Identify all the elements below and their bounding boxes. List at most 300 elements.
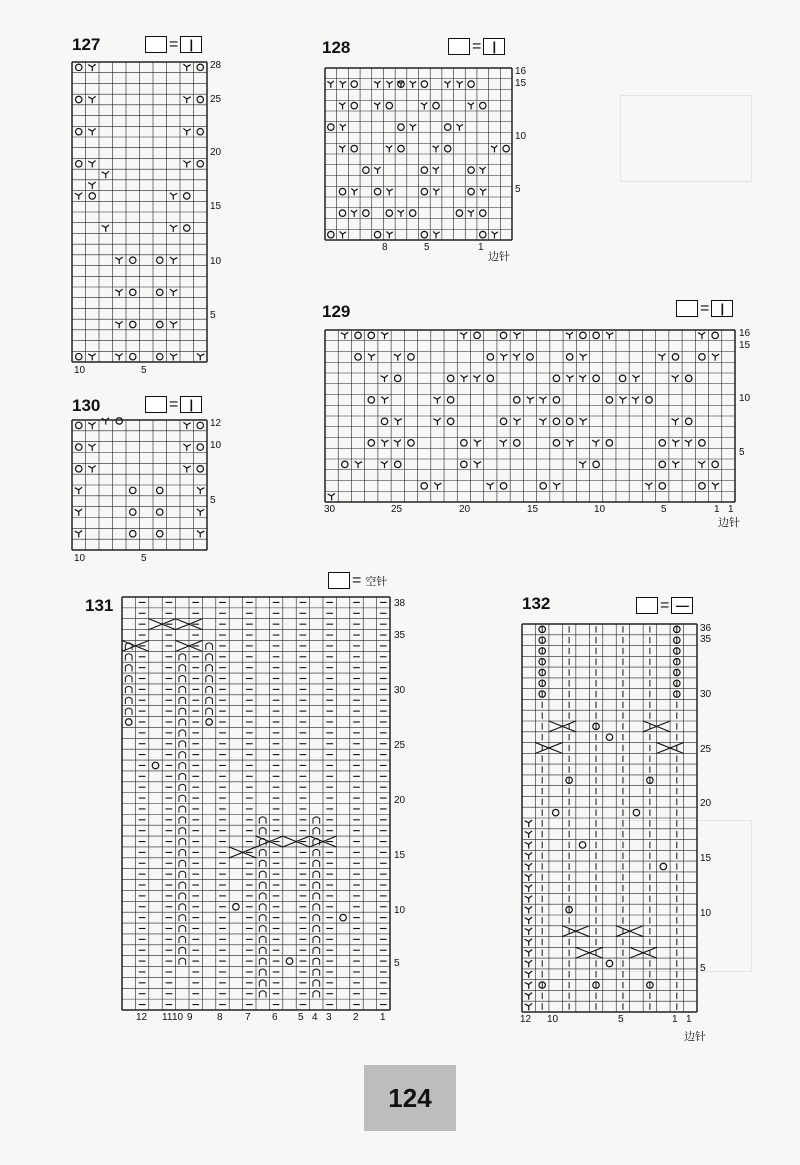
chart-131-col-label: 10 (172, 1012, 184, 1023)
chart-131-title: 131 (85, 596, 114, 615)
twist-stitch-icon (206, 686, 213, 693)
yarn-over-icon (659, 461, 665, 467)
twist-stitch-icon (179, 784, 186, 791)
decrease-icon (340, 81, 346, 88)
decrease-icon (672, 461, 679, 468)
decrease-icon (381, 440, 388, 447)
twist-stitch-icon (313, 904, 320, 911)
chart-132-edge-label: 边针 (684, 1031, 706, 1043)
yarn-over-icon (468, 188, 474, 194)
twist-stitch-icon (259, 936, 266, 943)
yarn-over-icon (157, 353, 163, 359)
decrease-icon (170, 353, 177, 360)
chart-129-row-label: 16 (739, 328, 751, 339)
decrease-icon (525, 960, 532, 967)
decrease-icon (712, 483, 719, 490)
chart-129-edge-label: 边针 (718, 517, 740, 529)
decrease-icon (492, 231, 498, 238)
chart-131-col-label: 5 (298, 1012, 304, 1023)
yarn-over-icon (408, 440, 414, 446)
yarn-over-icon (76, 128, 82, 134)
yarn-over-icon (339, 188, 345, 194)
twist-stitch-icon (179, 708, 186, 715)
chart-131-row-label: 20 (394, 795, 406, 806)
yarn-over-icon (339, 210, 345, 216)
yarn-over-icon (125, 719, 132, 726)
yarn-over-icon (553, 375, 559, 381)
decrease-icon (75, 531, 82, 538)
chart-131-col-label: 4 (312, 1012, 318, 1023)
decrease-icon (460, 332, 467, 339)
yarn-over-icon (197, 128, 203, 134)
yarn-over-icon (480, 102, 486, 108)
yarn-over-icon (76, 96, 82, 102)
twist-stitch-icon (313, 925, 320, 932)
decrease-icon (381, 397, 388, 404)
yarn-over-icon (152, 762, 159, 769)
twist-stitch-icon (259, 947, 266, 954)
yarn-over-icon (76, 353, 82, 359)
yarn-over-icon (487, 375, 493, 381)
decrease-icon (327, 81, 333, 88)
yarn-over-icon (659, 440, 665, 446)
decrease-icon (183, 96, 190, 103)
chart-131-col-label: 1 (380, 1012, 386, 1023)
twist-stitch-icon (259, 925, 266, 932)
chart-128-legend: = | (448, 38, 505, 55)
decrease-icon (75, 509, 82, 516)
yarn-over-icon (374, 188, 380, 194)
yarn-over-icon (461, 440, 467, 446)
yarn-over-icon (685, 375, 691, 381)
yarn-over-icon (444, 145, 450, 151)
decrease-icon (341, 332, 348, 339)
yarn-over-icon (157, 509, 164, 515)
decrease-icon (525, 906, 532, 913)
twist-stitch-icon (259, 817, 266, 824)
chart-129-col-label: 10 (594, 504, 606, 515)
yarn-over-icon (421, 483, 427, 489)
decrease-icon (339, 102, 345, 109)
twist-stitch-icon (179, 947, 186, 954)
yarn-over-icon (398, 124, 404, 130)
chart-131-col-label: 9 (187, 1012, 193, 1023)
decrease-icon (658, 354, 665, 361)
twist-stitch-icon (313, 860, 320, 867)
decrease-icon (381, 375, 388, 382)
yarn-over-icon (351, 102, 357, 108)
chart-127-title: 127 (72, 35, 101, 54)
decrease-icon (698, 461, 705, 468)
legend-blank-box (328, 572, 350, 589)
decrease-icon (513, 418, 520, 425)
decrease-icon (183, 466, 190, 473)
decrease-icon (525, 982, 532, 989)
decrease-icon (115, 257, 122, 264)
twist-stitch-icon (179, 839, 186, 846)
decrease-icon (444, 81, 450, 88)
chart-132-row-label: 35 (700, 634, 712, 645)
twist-stitch-icon (179, 676, 186, 683)
chart-129-col-label: 20 (459, 504, 471, 515)
decrease-icon (461, 375, 468, 382)
twist-stitch-icon (206, 654, 213, 661)
decrease-icon (197, 509, 204, 516)
yarn-over-icon (130, 353, 136, 359)
yarn-over-icon (468, 167, 474, 173)
yarn-over-icon (646, 397, 652, 403)
chart-131-row-label: 30 (394, 685, 406, 696)
decrease-icon (351, 210, 357, 217)
chart-127-row-label: 5 (210, 310, 216, 321)
decrease-icon (553, 483, 560, 490)
decrease-icon (197, 487, 204, 494)
decrease-icon (579, 461, 586, 468)
legend-purl-symbol: — (671, 597, 693, 614)
yarn-over-icon (540, 483, 546, 489)
decrease-icon (473, 375, 480, 382)
decrease-icon (513, 354, 520, 361)
decrease-icon (619, 397, 626, 404)
chart-128-grid (325, 68, 512, 240)
decrease-icon (468, 102, 474, 109)
yarn-over-icon (699, 483, 705, 489)
yarn-over-icon (593, 375, 599, 381)
chart-130-col-label: 10 (74, 553, 86, 564)
chart-127-col-label: 10 (74, 365, 86, 376)
twist-stitch-icon (179, 665, 186, 672)
chart-131-row-label: 5 (394, 958, 400, 969)
chart-132-row-label: 20 (700, 798, 712, 809)
decrease-icon (672, 440, 679, 447)
decrease-icon (386, 145, 392, 152)
yarn-over-icon (699, 440, 705, 446)
yarn-over-icon (593, 461, 599, 467)
decrease-icon (633, 375, 640, 382)
decrease-icon (468, 210, 474, 217)
twist-stitch-icon (313, 991, 320, 998)
twist-stitch-icon (125, 708, 132, 715)
twist-stitch-icon (259, 849, 266, 856)
decrease-icon (88, 182, 95, 189)
chart-132-col-label: 1 (672, 1014, 678, 1025)
chart-132-col-label: 5 (618, 1014, 624, 1025)
twist-stitch-icon (179, 936, 186, 943)
twist-stitch-icon (206, 676, 213, 683)
yarn-over-icon (386, 102, 392, 108)
decrease-icon (474, 461, 481, 468)
chart-132-grid (522, 624, 697, 1012)
chart-132-title: 132 (522, 594, 551, 613)
chart-128-col-label: 8 (382, 242, 388, 253)
yarn-over-icon (157, 531, 164, 538)
decrease-icon (170, 225, 177, 232)
yarn-over-icon (468, 81, 474, 87)
chart-129-row-label: 5 (739, 447, 745, 458)
ghost-grid (620, 95, 752, 182)
yarn-over-icon (447, 397, 453, 403)
decrease-icon (340, 231, 346, 238)
chart-128-row-label: 5 (515, 184, 521, 195)
yarn-over-icon (421, 81, 427, 87)
yarn-over-icon (480, 210, 486, 216)
decrease-icon (397, 210, 403, 217)
yarn-over-icon (368, 440, 374, 446)
chart-131-col-label: 11 (162, 1012, 173, 1023)
yarn-over-icon (487, 354, 493, 360)
yarn-over-icon (355, 354, 361, 360)
decrease-icon (580, 418, 587, 425)
twist-stitch-icon (179, 697, 186, 704)
chart-129-col-label: 25 (391, 504, 403, 515)
yarn-over-icon (553, 418, 559, 424)
page-number: 124 (364, 1065, 456, 1131)
decrease-icon (525, 928, 532, 935)
twist-stitch-icon (313, 969, 320, 976)
decrease-icon (183, 444, 190, 451)
chart-131-col-label: 12 (136, 1012, 148, 1023)
decrease-icon (606, 332, 613, 339)
chart-132-row-label: 36 (700, 623, 712, 634)
yarn-over-icon (606, 397, 612, 403)
legend-knit-symbol: | (180, 36, 202, 53)
chart-131-row-label: 10 (394, 905, 406, 916)
decrease-icon (525, 885, 532, 892)
twist-stitch-icon (179, 860, 186, 867)
yarn-over-icon (447, 375, 453, 381)
yarn-over-icon (593, 332, 599, 338)
decrease-icon (525, 831, 532, 838)
yarn-over-icon (421, 188, 427, 194)
decrease-icon (170, 257, 177, 264)
chart-129-title: 129 (322, 302, 351, 321)
yarn-over-icon (474, 332, 480, 338)
chart-132-col-label: 1 (686, 1014, 692, 1025)
twist-stitch-icon (313, 882, 320, 889)
decrease-icon (456, 124, 462, 131)
decrease-icon (386, 81, 392, 88)
yarn-over-icon (197, 64, 203, 70)
chart-128-edge-label: 边针 (488, 251, 510, 263)
chart-129-row-label: 10 (739, 393, 751, 404)
decrease-icon (672, 375, 679, 382)
yarn-over-icon (606, 960, 612, 966)
twist-stitch-icon (313, 958, 320, 965)
yarn-over-icon (421, 167, 427, 173)
yarn-over-icon (130, 487, 137, 494)
decrease-icon (433, 231, 439, 238)
decrease-icon (381, 461, 388, 468)
legend-blank-box (145, 36, 167, 53)
decrease-icon (88, 466, 95, 473)
twist-stitch-icon (259, 860, 266, 867)
yarn-over-icon (566, 354, 572, 360)
chart-130-row-label: 12 (210, 418, 222, 429)
chart-131-row-label: 15 (394, 850, 406, 861)
decrease-icon (580, 354, 587, 361)
chart-129-col-label: 5 (661, 504, 667, 515)
twist-stitch-icon (179, 773, 186, 780)
decrease-icon (645, 483, 652, 490)
yarn-over-icon (579, 842, 585, 848)
yarn-over-icon (606, 734, 612, 740)
twist-stitch-icon (179, 654, 186, 661)
decrease-icon (374, 102, 380, 109)
yarn-over-icon (197, 96, 203, 102)
decrease-icon (183, 128, 190, 135)
twist-stitch-icon (125, 665, 132, 672)
yarn-over-icon (76, 444, 83, 451)
yarn-over-icon (340, 914, 347, 921)
twist-stitch-icon (179, 828, 186, 835)
decrease-icon (480, 188, 486, 195)
decrease-icon (434, 483, 441, 490)
decrease-icon (410, 124, 416, 131)
yarn-over-icon (514, 397, 520, 403)
yarn-over-icon (363, 210, 369, 216)
yarn-over-icon (606, 440, 612, 446)
decrease-icon (525, 852, 532, 859)
yarn-over-icon (233, 903, 240, 910)
yarn-over-icon (659, 483, 665, 489)
decrease-icon (170, 193, 177, 200)
yarn-over-icon (421, 231, 427, 237)
chart-132-row-label: 10 (700, 908, 712, 919)
yarn-over-icon (130, 289, 136, 295)
legend-knit-symbol: | (483, 38, 505, 55)
yarn-over-icon (444, 124, 450, 130)
decrease-icon (381, 332, 388, 339)
yarn-over-icon (351, 81, 357, 87)
twist-stitch-icon (179, 871, 186, 878)
decrease-icon (102, 171, 109, 178)
decrease-icon (456, 81, 462, 88)
yarn-over-icon (500, 483, 506, 489)
chart-128-row-label: 15 (515, 78, 527, 89)
decrease-icon (374, 167, 380, 174)
decrease-icon (527, 397, 534, 404)
decrease-icon (539, 418, 546, 425)
decrease-icon (410, 81, 416, 88)
twist-stitch-icon (125, 686, 132, 693)
decrease-icon (386, 231, 392, 238)
decrease-icon (340, 124, 346, 131)
chart-129-row-label: 15 (739, 340, 751, 351)
chart-129-col-label: 1 (728, 504, 734, 515)
twist-stitch-icon (179, 925, 186, 932)
decrease-icon (102, 225, 109, 232)
legend-blank-box (676, 300, 698, 317)
twist-stitch-icon (259, 980, 266, 987)
decrease-icon (525, 1003, 532, 1010)
decrease-icon (698, 332, 705, 339)
decrease-icon (632, 397, 639, 404)
chart-131-legend: = 空针 (328, 572, 387, 589)
chart-130-col-label: 5 (141, 553, 147, 564)
decrease-icon (88, 64, 95, 71)
yarn-over-icon (480, 231, 486, 237)
decrease-icon (592, 440, 599, 447)
yarn-over-icon (184, 225, 190, 231)
chart-131-grid (122, 597, 390, 1010)
twist-stitch-icon (259, 893, 266, 900)
twist-stitch-icon (259, 915, 266, 922)
yarn-over-icon (197, 444, 204, 451)
chart-131-col-label: 6 (272, 1012, 278, 1023)
twist-stitch-icon (179, 817, 186, 824)
chart-130-grid (72, 420, 207, 550)
decrease-icon (525, 842, 532, 849)
yarn-over-icon (553, 440, 559, 446)
chart-129-col-label: 1 (714, 504, 720, 515)
yarn-over-icon (433, 102, 439, 108)
twist-stitch-icon (179, 904, 186, 911)
decrease-icon (75, 487, 82, 494)
decrease-icon (525, 939, 532, 946)
yarn-over-icon (408, 354, 414, 360)
chart-132-legend: = — (636, 597, 693, 614)
twist-stitch-icon (179, 915, 186, 922)
twist-stitch-icon (206, 697, 213, 704)
yarn-over-icon (130, 257, 136, 263)
chart-132-row-label: 15 (700, 853, 712, 864)
twist-stitch-icon (313, 947, 320, 954)
yarn-over-icon (157, 487, 164, 494)
yarn-over-icon (514, 440, 520, 446)
yarn-over-icon (447, 418, 453, 424)
chart-127-row-label: 20 (210, 147, 222, 158)
twist-stitch-icon (179, 741, 186, 748)
twist-stitch-icon (313, 915, 320, 922)
decrease-icon (525, 993, 532, 1000)
twist-stitch-icon (259, 969, 266, 976)
yarn-over-icon (395, 461, 401, 467)
decrease-icon (394, 418, 401, 425)
legend-blank-box (448, 38, 470, 55)
decrease-icon (672, 418, 679, 425)
twist-stitch-icon (179, 849, 186, 856)
decrease-icon (88, 128, 95, 135)
chart-128-title: 128 (322, 38, 351, 57)
twist-stitch-icon (259, 991, 266, 998)
decrease-icon (525, 874, 532, 881)
decrease-icon (183, 64, 190, 71)
decrease-icon (579, 375, 586, 382)
legend-knit-symbol: | (180, 396, 202, 413)
chart-127-row-label: 15 (210, 201, 222, 212)
twist-stitch-icon (179, 795, 186, 802)
chart-128-row-label: 16 (515, 66, 527, 77)
decrease-icon (394, 354, 401, 361)
yarn-over-icon (409, 210, 415, 216)
yarn-over-icon (633, 809, 639, 815)
chart-131-col-label: 2 (353, 1012, 359, 1023)
yarn-over-icon (130, 509, 137, 515)
yarn-over-icon (76, 466, 83, 473)
yarn-over-icon (130, 531, 137, 538)
decrease-icon (486, 483, 493, 490)
decrease-icon (525, 949, 532, 956)
yarn-over-icon (398, 145, 404, 151)
twist-stitch-icon (313, 893, 320, 900)
yarn-over-icon (712, 332, 718, 338)
twist-stitch-icon (313, 871, 320, 878)
decrease-icon (433, 145, 439, 152)
twist-stitch-icon (125, 676, 132, 683)
yarn-over-icon (328, 231, 334, 237)
yarn-over-icon (355, 332, 361, 338)
decrease-icon (88, 422, 95, 429)
